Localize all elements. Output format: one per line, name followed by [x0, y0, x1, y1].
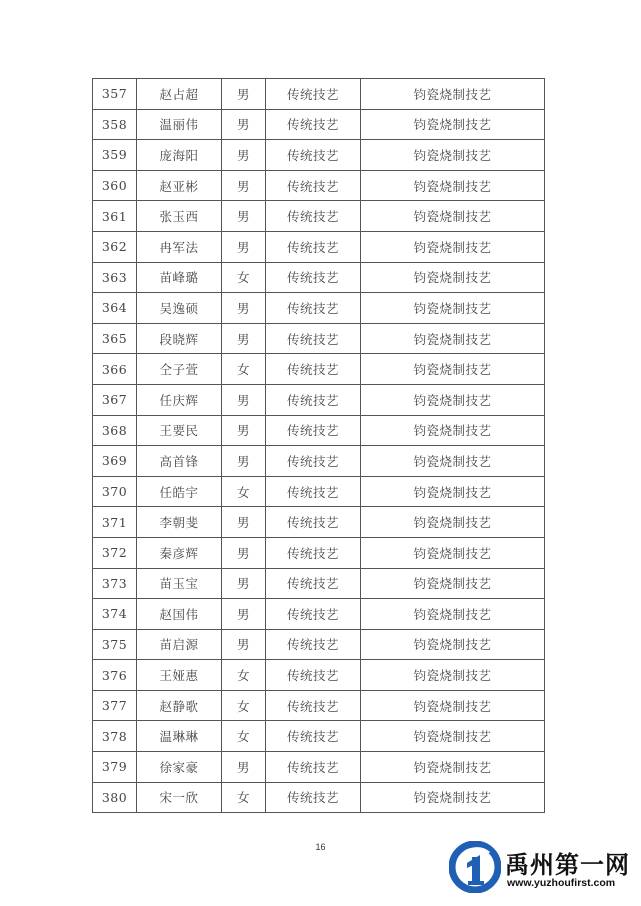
row-number-cell: 375 [93, 629, 137, 660]
table-row [93, 201, 545, 232]
name-cell: 赵静歌 [137, 690, 222, 721]
row-number-cell: 358 [93, 109, 137, 140]
row-number-cell: 378 [93, 721, 137, 752]
table-row [93, 690, 545, 721]
category-cell: 传统技艺 [266, 599, 361, 630]
row-number-cell: 369 [93, 446, 137, 477]
table-row [93, 629, 545, 660]
row-number-cell: 366 [93, 354, 137, 385]
category-cell: 传统技艺 [266, 231, 361, 262]
row-number-cell: 367 [93, 384, 137, 415]
name-cell: 温琳琳 [137, 721, 222, 752]
table-row [93, 568, 545, 599]
craft-cell: 钧瓷烧制技艺 [361, 262, 545, 293]
inheritor-roster-table [92, 78, 545, 813]
craft-cell: 钧瓷烧制技艺 [361, 170, 545, 201]
craft-cell: 钧瓷烧制技艺 [361, 537, 545, 568]
gender-cell: 男 [222, 415, 266, 446]
craft-cell: 钧瓷烧制技艺 [361, 568, 545, 599]
category-cell: 传统技艺 [266, 354, 361, 385]
name-cell: 吴逸硕 [137, 293, 222, 324]
craft-cell: 钧瓷烧制技艺 [361, 446, 545, 477]
category-cell: 传统技艺 [266, 476, 361, 507]
gender-cell: 女 [222, 354, 266, 385]
name-cell: 任皓宇 [137, 476, 222, 507]
number-one-circle-logo-icon [449, 841, 501, 893]
name-cell: 宋一欣 [137, 782, 222, 813]
site-watermark [449, 841, 630, 897]
name-cell: 李朝斐 [137, 507, 222, 538]
row-number-cell: 372 [93, 537, 137, 568]
craft-cell: 钧瓷烧制技艺 [361, 721, 545, 752]
table-row [93, 752, 545, 783]
category-cell: 传统技艺 [266, 568, 361, 599]
gender-cell: 女 [222, 262, 266, 293]
site-url: www.yuzhoufirst.com [507, 877, 616, 889]
row-number-cell: 361 [93, 201, 137, 232]
row-number-cell: 371 [93, 507, 137, 538]
row-number-cell: 368 [93, 415, 137, 446]
table-row [93, 507, 545, 538]
name-cell: 苗启源 [137, 629, 222, 660]
craft-cell: 钧瓷烧制技艺 [361, 752, 545, 783]
name-cell: 赵亚彬 [137, 170, 222, 201]
gender-cell: 女 [222, 782, 266, 813]
category-cell: 传统技艺 [266, 507, 361, 538]
craft-cell: 钧瓷烧制技艺 [361, 415, 545, 446]
gender-cell: 男 [222, 568, 266, 599]
name-cell: 苗玉宝 [137, 568, 222, 599]
table-row [93, 721, 545, 752]
name-cell: 王娅惠 [137, 660, 222, 691]
table-row [93, 109, 545, 140]
craft-cell: 钧瓷烧制技艺 [361, 629, 545, 660]
gender-cell: 男 [222, 79, 266, 110]
craft-cell: 钧瓷烧制技艺 [361, 293, 545, 324]
row-number-cell: 373 [93, 568, 137, 599]
name-cell: 高首锋 [137, 446, 222, 477]
category-cell: 传统技艺 [266, 140, 361, 171]
category-cell: 传统技艺 [266, 690, 361, 721]
table-row [93, 293, 545, 324]
name-cell: 王要民 [137, 415, 222, 446]
craft-cell: 钧瓷烧制技艺 [361, 354, 545, 385]
table-row [93, 446, 545, 477]
name-cell: 冉军法 [137, 231, 222, 262]
row-number-cell: 370 [93, 476, 137, 507]
row-number-cell: 364 [93, 293, 137, 324]
name-cell: 赵占超 [137, 79, 222, 110]
row-number-cell: 379 [93, 752, 137, 783]
gender-cell: 男 [222, 599, 266, 630]
table-row [93, 782, 545, 813]
table-row [93, 231, 545, 262]
category-cell: 传统技艺 [266, 721, 361, 752]
row-number-cell: 359 [93, 140, 137, 171]
page-number: 16 [315, 842, 326, 852]
category-cell: 传统技艺 [266, 629, 361, 660]
category-cell: 传统技艺 [266, 782, 361, 813]
gender-cell: 男 [222, 507, 266, 538]
category-cell: 传统技艺 [266, 79, 361, 110]
name-cell: 庞海阳 [137, 140, 222, 171]
table-row [93, 537, 545, 568]
name-cell: 任庆辉 [137, 384, 222, 415]
category-cell: 传统技艺 [266, 201, 361, 232]
row-number-cell: 374 [93, 599, 137, 630]
table-row [93, 170, 545, 201]
name-cell: 仝子萱 [137, 354, 222, 385]
table-row [93, 476, 545, 507]
gender-cell: 男 [222, 537, 266, 568]
row-number-cell: 363 [93, 262, 137, 293]
category-cell: 传统技艺 [266, 170, 361, 201]
table-row [93, 140, 545, 171]
name-cell: 秦彦辉 [137, 537, 222, 568]
craft-cell: 钧瓷烧制技艺 [361, 323, 545, 354]
category-cell: 传统技艺 [266, 109, 361, 140]
name-cell: 苗峰璐 [137, 262, 222, 293]
name-cell: 徐家豪 [137, 752, 222, 783]
craft-cell: 钧瓷烧制技艺 [361, 782, 545, 813]
category-cell: 传统技艺 [266, 323, 361, 354]
craft-cell: 钧瓷烧制技艺 [361, 201, 545, 232]
name-cell: 张玉西 [137, 201, 222, 232]
gender-cell: 男 [222, 323, 266, 354]
gender-cell: 男 [222, 170, 266, 201]
craft-cell: 钧瓷烧制技艺 [361, 507, 545, 538]
gender-cell: 女 [222, 660, 266, 691]
table-row [93, 262, 545, 293]
site-name: 禹州第一网 [505, 851, 630, 879]
gender-cell: 男 [222, 629, 266, 660]
table-row [93, 354, 545, 385]
craft-cell: 钧瓷烧制技艺 [361, 231, 545, 262]
table-row [93, 599, 545, 630]
craft-cell: 钧瓷烧制技艺 [361, 660, 545, 691]
row-number-cell: 380 [93, 782, 137, 813]
gender-cell: 男 [222, 109, 266, 140]
row-number-cell: 377 [93, 690, 137, 721]
gender-cell: 女 [222, 721, 266, 752]
craft-cell: 钧瓷烧制技艺 [361, 79, 545, 110]
table-row [93, 660, 545, 691]
gender-cell: 男 [222, 384, 266, 415]
gender-cell: 男 [222, 446, 266, 477]
category-cell: 传统技艺 [266, 293, 361, 324]
craft-cell: 钧瓷烧制技艺 [361, 140, 545, 171]
table-row [93, 384, 545, 415]
gender-cell: 女 [222, 476, 266, 507]
category-cell: 传统技艺 [266, 660, 361, 691]
name-cell: 赵国伟 [137, 599, 222, 630]
table-row [93, 415, 545, 446]
gender-cell: 男 [222, 140, 266, 171]
category-cell: 传统技艺 [266, 415, 361, 446]
craft-cell: 钧瓷烧制技艺 [361, 109, 545, 140]
row-number-cell: 376 [93, 660, 137, 691]
gender-cell: 男 [222, 231, 266, 262]
category-cell: 传统技艺 [266, 752, 361, 783]
category-cell: 传统技艺 [266, 384, 361, 415]
gender-cell: 男 [222, 201, 266, 232]
category-cell: 传统技艺 [266, 262, 361, 293]
table-row [93, 323, 545, 354]
name-cell: 段晓辉 [137, 323, 222, 354]
row-number-cell: 357 [93, 79, 137, 110]
row-number-cell: 360 [93, 170, 137, 201]
gender-cell: 男 [222, 293, 266, 324]
name-cell: 温丽伟 [137, 109, 222, 140]
craft-cell: 钧瓷烧制技艺 [361, 690, 545, 721]
craft-cell: 钧瓷烧制技艺 [361, 599, 545, 630]
category-cell: 传统技艺 [266, 537, 361, 568]
category-cell: 传统技艺 [266, 446, 361, 477]
craft-cell: 钧瓷烧制技艺 [361, 384, 545, 415]
table-row [93, 79, 545, 110]
gender-cell: 男 [222, 752, 266, 783]
gender-cell: 女 [222, 690, 266, 721]
roster-table-body [93, 79, 545, 813]
row-number-cell: 362 [93, 231, 137, 262]
row-number-cell: 365 [93, 323, 137, 354]
craft-cell: 钧瓷烧制技艺 [361, 476, 545, 507]
